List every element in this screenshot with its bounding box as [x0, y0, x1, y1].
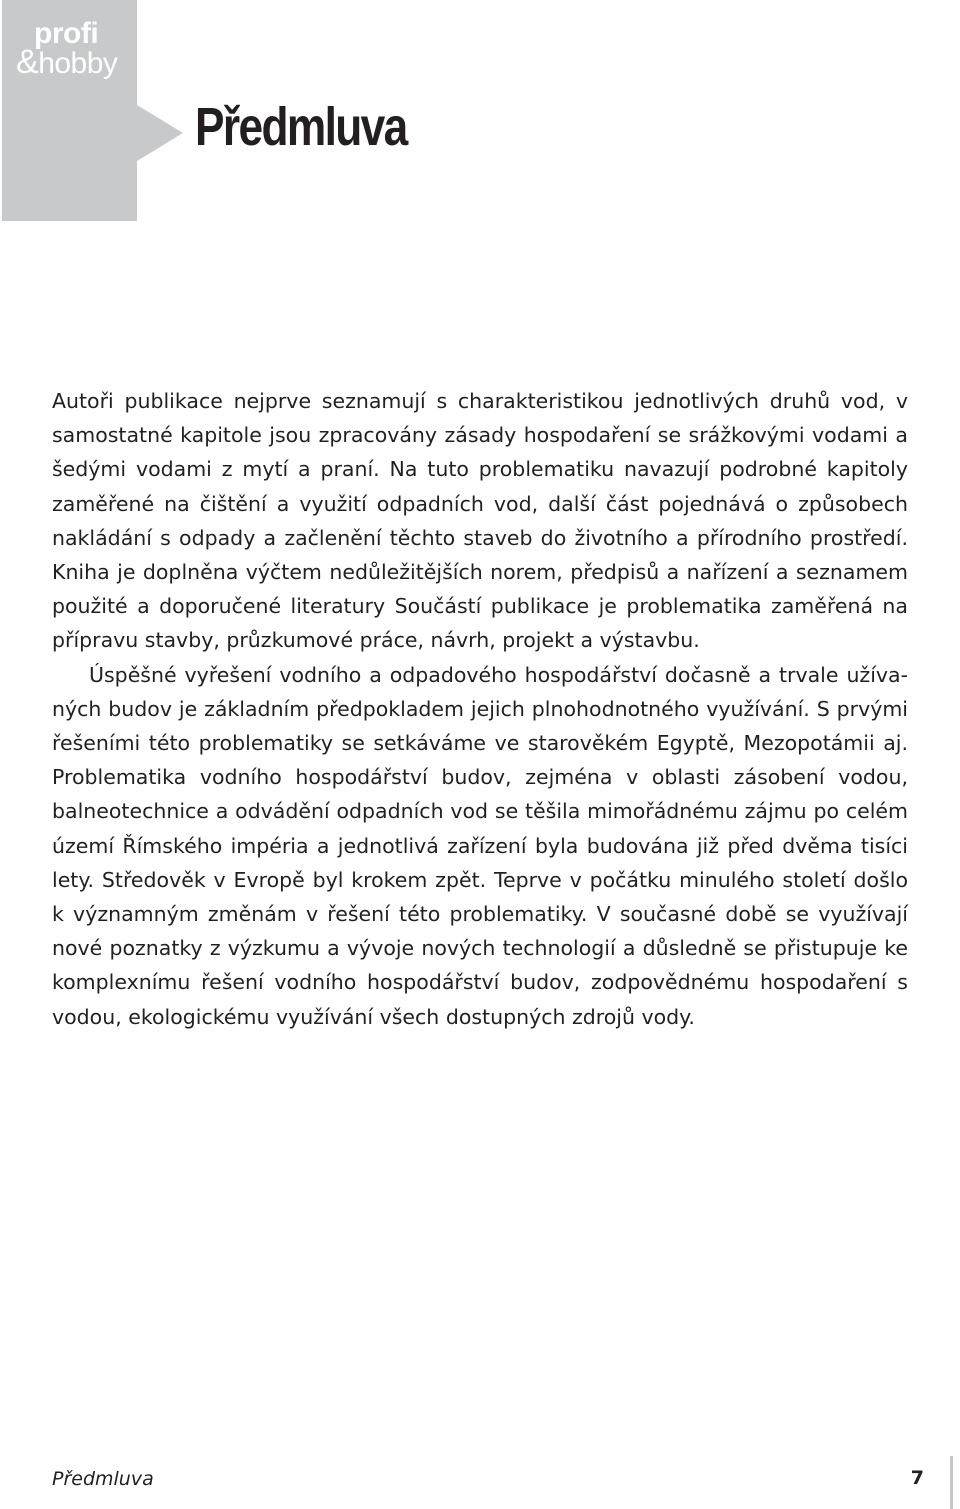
logo-ampersand: & [16, 43, 39, 81]
page-number: 7 [910, 1467, 924, 1489]
footer-edge-rule [950, 1456, 953, 1509]
running-footer-title: Předmluva [52, 1468, 154, 1490]
paragraph-1: Autoři publikace nejprve seznamují s charakteristikou jednotlivých druhů vod, v samostatné kapitole jsou zpracovány zásady hospodaření se srážkovými vodami a šedými vodami z mytí a praní. Na tuto problematiku navazují podrobné kapitoly zaměřené na čištění a využití odpadních vod, další část pojednává o způsobech nakládání s odpady a začlenění těchto staveb do životního a přírodního prostředí. Kniha je doplněna výčtem nedůležitějších norem, předpisů a nařízení a seznamem použité a doporučené literatury Součástí publikace je problematika zaměřená na přípravu stavby, průzkumové práce, návrh, projekt a výstavbu. [52, 389, 908, 653]
paragraph-2: Úspěšné vyřešení vodního a odpadového hospodářství dočasně a trvale užívaných budov je základním předpokladem jejich plnohodnotného využívání. S prvými řešeními této problematiky se setkáváme ve starověkém Egyptě, Mezopotámii aj. Problematika vodního hospodářství budov, zejména v oblasti zásobení vodou, balneotechnice a odvádění odpadních vod se těšila mimořádnému zájmu po celém území Římského impéria a jednotlivá zařízení byla budována již před dvěma tisíci lety. Středověk v Evropě byl krokem zpět. Teprve v počátku minulého století došlo k významným změnám v řešení této problematiky. V současné době se využívají nové poznatky z výzkumu a vývoje nových technologií a důsledně se přistupuje ke komplexnímu řešení vodního hospodářství budov, zodpovědnému hospodaření s vodou, ekologickému využívání všech dostupných zdrojů vody. [52, 662, 908, 1029]
page-title: Předmluva [195, 97, 407, 157]
publisher-logo [16, 17, 118, 81]
logo-hobby-text: hobby [38, 47, 118, 80]
logo-arrow-shape [137, 105, 183, 161]
logo-word-hobby [16, 43, 118, 81]
logo-word-profi: profi [34, 17, 99, 50]
body-text [52, 384, 908, 1034]
